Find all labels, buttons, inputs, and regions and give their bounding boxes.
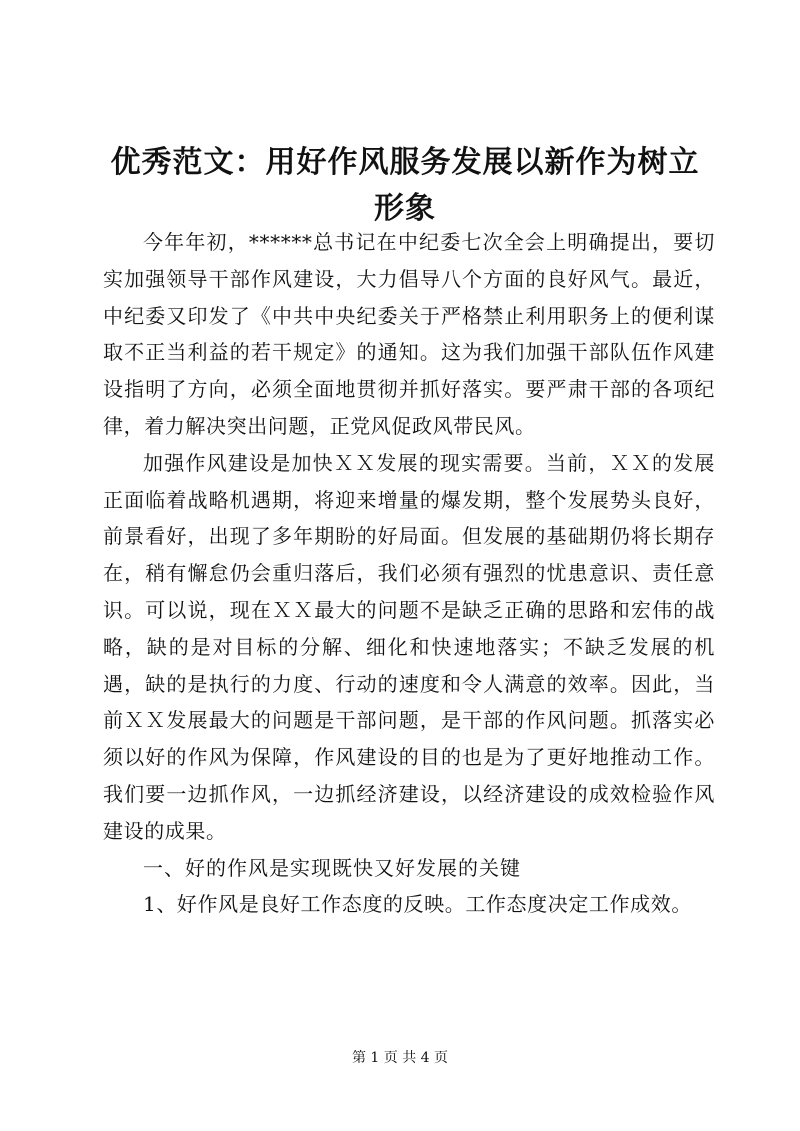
paragraph-1: 今年年初，******总书记在中纪委七次全会上明确提出，要切实加强领导干部作风建设，大力倡导八个方面的良好风气。最近，中纪委又印发了《中共中央纪委关于严格禁止利用职务上的便利谋取不正当利益的若干规定》的通知。这为我们加强干部队伍作风建设指明了方向，必须全面地贯彻并抓好落实。要严肃干部的各项纪律，着力解决突出问题，正党风促政风带民风。 <box>103 230 715 438</box>
page-footer: 第 1 页 共 4 页 <box>351 1050 449 1066</box>
paragraph-2: 加强作风建设是加快ＸＸ发展的现实需要。当前，ＸＸ的发展正面临着战略机遇期，将迎来增量的爆发期，整个发展势头良好，前景看好，出现了多年期盼的好局面。但发展的基础期仍将长期存在，稍有懈怠仍会重归落后，我们必须有强烈的忧患意识、责任意识。可以说，现在ＸＸ最大的问题不是缺乏正确的思路和宏伟的战略，缺的是对目标的分解、细化和快速地落实；不缺乏发展的机遇，缺的是执行的力度、行动的速度和令人满意的效率。因此，当前ＸＸ发展最大的问题是干部问题，是干部的作风问题。抓落实必须以好的作风为保障，作风建设的目的也是为了更好地推动工作。我们要一边抓作风，一边抓经济建设，以经济建设的成效检验作风建设的成果。 <box>103 450 715 843</box>
document-body <box>103 224 715 923</box>
paragraph-3: 1、好作风是良好工作态度的反映。工作态度决定工作成效。 <box>143 892 692 917</box>
section-heading-1: 一、好的作风是实现既快又好发展的关键 <box>143 855 521 880</box>
document-title: 优秀范文：用好作风服务发展以新作为树立形象 <box>110 145 700 226</box>
